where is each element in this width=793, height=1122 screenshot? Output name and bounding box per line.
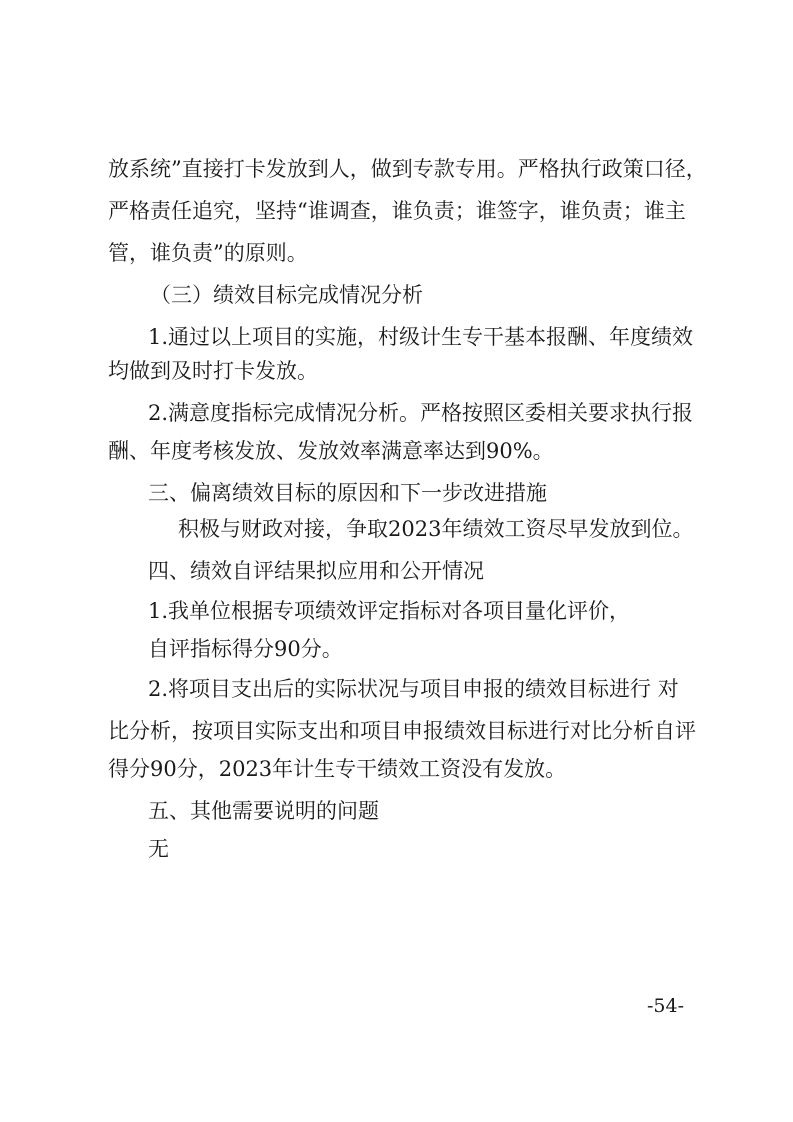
section-heading: （三）绩效目标完成情况分析 xyxy=(150,283,423,307)
paragraph-line: 1.我单位根据专项绩效评定指标对各项目量化评价， xyxy=(148,599,631,623)
paragraph-line: 严格责任追究，坚持“谁调查，谁负责；谁签字，谁负责；谁主 xyxy=(108,199,686,223)
paragraph-line: 放系统”直接打卡发放到人，做到专款专用。严格执行政策口径， xyxy=(108,157,707,181)
paragraph-line: 积极与财政对接，争取2023年绩效工资尽早发放到位。 xyxy=(178,517,694,541)
section-heading: 五、其他需要说明的问题 xyxy=(148,799,379,823)
paragraph-line: 2.满意度指标完成情况分析。严格按照区委相关要求执行报 xyxy=(148,401,694,425)
paragraph-line: 管，谁负责”的原则。 xyxy=(108,241,308,265)
paragraph-line: 比分析，按项目实际支出和项目申报绩效目标进行对比分析自评 xyxy=(108,719,696,743)
paragraph-line: 酬、年度考核发放、发放效率满意率达到90%。 xyxy=(108,439,554,463)
paragraph-line: 1.通过以上项目的实施，村级计生专干基本报酬、年度绩效 xyxy=(148,325,694,349)
paragraph-line: 自评指标得分90分。 xyxy=(148,637,343,661)
section-heading: 四、绩效自评结果拟应用和公开情况 xyxy=(148,559,484,583)
paragraph-line: 得分90分，2023年计生专干绩效工资没有发放。 xyxy=(108,757,567,781)
paragraph-line: 无 xyxy=(148,837,169,861)
page-number: -54- xyxy=(647,995,685,1017)
paragraph-line: 均做到及时打卡发放。 xyxy=(108,359,318,383)
paragraph-line: 2.将项目支出后的实际状况与项目申报的绩效目标进行 对 xyxy=(148,677,679,701)
section-heading: 三、偏离绩效目标的原因和下一步改进措施 xyxy=(148,481,547,505)
